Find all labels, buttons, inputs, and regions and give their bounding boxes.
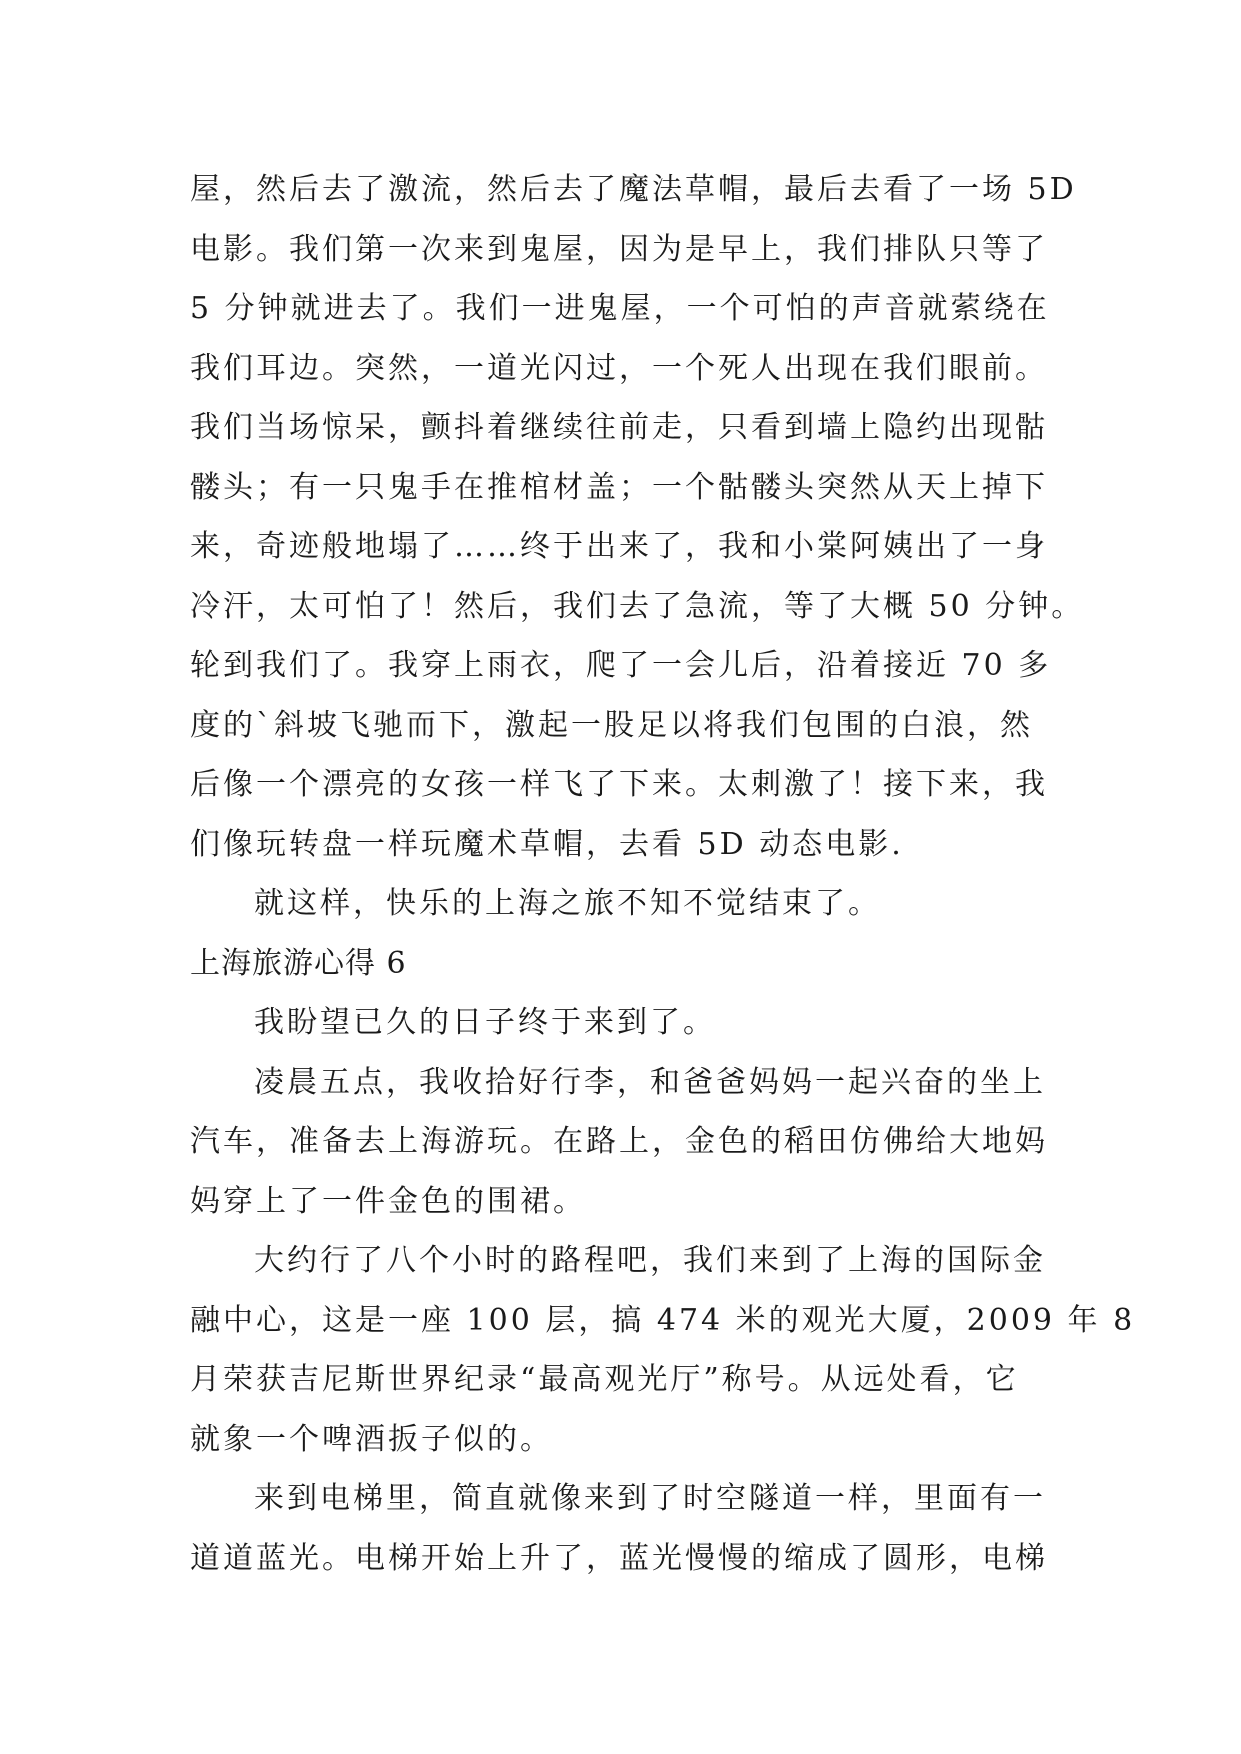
text-line: 来，奇迹般地塌了……终于出来了，我和小棠阿姨出了一身 bbox=[190, 529, 1048, 564]
paragraph-first-line: 大约行了八个小时的路程吧，我们来到了上海的国际金 bbox=[254, 1243, 1046, 1278]
paragraph-first-line: 来到电梯里，简直就像来到了时空隧道一样，里面有一 bbox=[254, 1481, 1046, 1516]
text-line: 汽车，准备去上海游玩。在路上，金色的稻田仿佛给大地妈 bbox=[190, 1124, 1048, 1159]
text-line: 妈穿上了一件金色的围裙。 bbox=[190, 1183, 586, 1219]
paragraph-first-line: 凌晨五点，我收拾好行李，和爸爸妈妈一起兴奋的坐上 bbox=[254, 1064, 1046, 1100]
section-heading: 上海旅游心得 6 bbox=[190, 945, 407, 981]
text-line: 度的`斜坡飞驰而下，激起一股足以将我们包围的白浪，然 bbox=[190, 707, 1033, 743]
text-line: 们像玩转盘一样玩魔术草帽，去看 5D 动态电影. bbox=[190, 826, 904, 862]
paragraph-first-line: 就这样，快乐的上海之旅不知不觉结束了。 bbox=[254, 886, 881, 921]
text-line: 5 分钟就进去了。我们一进鬼屋，一个可怕的声音就萦绕在 bbox=[190, 291, 1050, 326]
paragraph-first-line: 我盼望已久的日子终于来到了。 bbox=[254, 1005, 716, 1040]
text-line: 我们耳边。突然，一道光闪过，一个死人出现在我们眼前。 bbox=[190, 350, 1048, 386]
text-line: 轮到我们了。我穿上雨衣，爬了一会儿后，沿着接近 70 多 bbox=[190, 648, 1052, 683]
text-line: 就象一个啤酒扳子似的。 bbox=[190, 1421, 553, 1457]
text-line: 道道蓝光。电梯开始上升了，蓝光慢慢的缩成了圆形，电梯 bbox=[190, 1540, 1048, 1576]
text-line: 髅头；有一只鬼手在推棺材盖；一个骷髅头突然从天上掉下 bbox=[190, 469, 1048, 505]
text-line: 冷汗，太可怕了！然后，我们去了急流，等了大概 50 分钟。 bbox=[190, 588, 1085, 624]
document-page bbox=[190, 160, 1136, 1588]
text-line: 月荣获吉尼斯世界纪录“最高观光厅”称号。从远处看，它 bbox=[190, 1362, 1019, 1397]
text-line: 我们当场惊呆，颤抖着继续往前走，只看到墙上隐约出现骷 bbox=[190, 410, 1048, 445]
text-line: 屋，然后去了激流，然后去了魔法草帽，最后去看了一场 5D bbox=[190, 172, 1077, 207]
text-line: 融中心，这是一座 100 层，搞 474 米的观光大厦，2009 年 8 bbox=[190, 1302, 1136, 1338]
text-line: 后像一个漂亮的女孩一样飞了下来。太刺激了！接下来，我 bbox=[190, 767, 1048, 802]
text-line: 电影。我们第一次来到鬼屋，因为是早上，我们排队只等了 bbox=[190, 231, 1048, 267]
